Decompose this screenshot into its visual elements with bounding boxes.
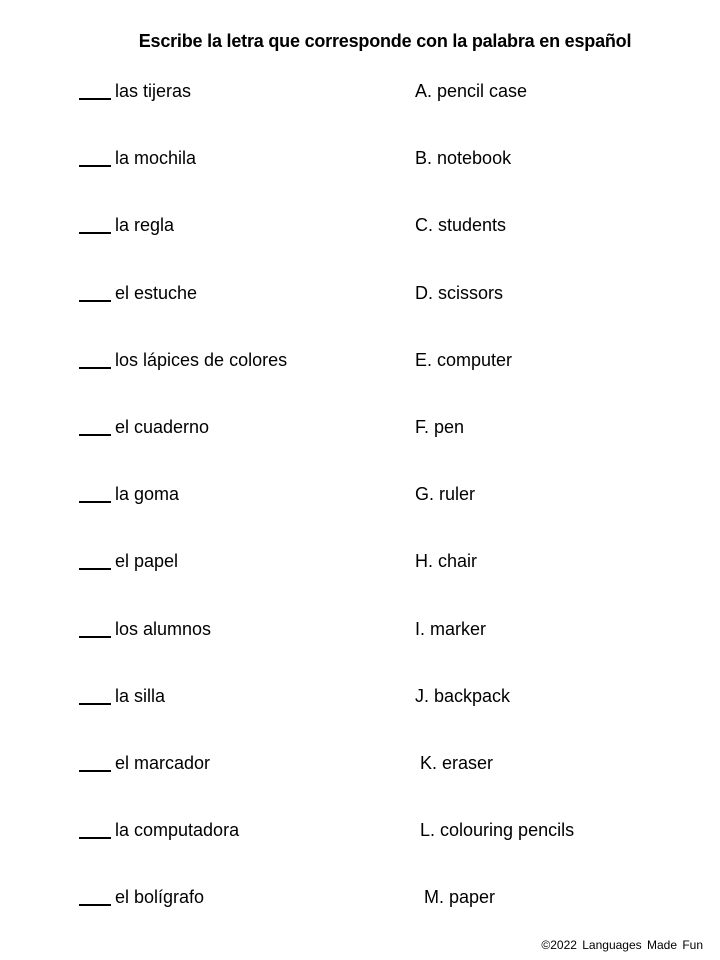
spanish-word: el cuaderno bbox=[115, 416, 210, 437]
match-row-1 bbox=[0, 80, 720, 147]
spanish-word: el marcador bbox=[115, 752, 211, 773]
answer-blank[interactable] bbox=[79, 483, 111, 503]
answer-blank[interactable] bbox=[79, 819, 111, 839]
english-option: M. paper bbox=[424, 887, 496, 908]
match-row-9 bbox=[0, 618, 720, 685]
spanish-word-item bbox=[79, 416, 209, 438]
match-row-4 bbox=[0, 282, 720, 349]
spanish-word-item bbox=[79, 80, 191, 102]
spanish-word: el papel bbox=[115, 551, 179, 572]
match-row-5 bbox=[0, 349, 720, 416]
spanish-word-item bbox=[79, 282, 197, 304]
spanish-word-item bbox=[79, 483, 179, 505]
match-row-2 bbox=[0, 147, 720, 214]
worksheet-title: Escribe la letra que corresponde con la palabra en español bbox=[138, 31, 632, 51]
english-option: J. backpack bbox=[415, 685, 511, 706]
spanish-word-item bbox=[79, 685, 165, 707]
answer-blank[interactable] bbox=[79, 685, 111, 705]
english-option: F. pen bbox=[415, 416, 465, 437]
english-option: H. chair bbox=[415, 551, 478, 572]
english-option: B. notebook bbox=[415, 148, 512, 169]
spanish-word: los alumnos bbox=[115, 618, 212, 639]
english-option: C. students bbox=[415, 215, 507, 236]
spanish-word: la mochila bbox=[115, 148, 197, 169]
english-option: I. marker bbox=[415, 618, 487, 639]
answer-blank[interactable] bbox=[79, 80, 111, 100]
spanish-word: la regla bbox=[115, 215, 175, 236]
match-row-8 bbox=[0, 550, 720, 617]
spanish-word-item bbox=[79, 618, 211, 640]
answer-blank[interactable] bbox=[79, 349, 111, 369]
match-row-6 bbox=[0, 416, 720, 483]
spanish-word-item bbox=[79, 752, 210, 774]
english-option: D. scissors bbox=[415, 282, 504, 303]
spanish-word-item bbox=[79, 214, 174, 236]
spanish-word-item bbox=[79, 349, 287, 371]
spanish-word: los lápices de colores bbox=[115, 349, 288, 370]
matching-list bbox=[0, 80, 720, 953]
match-row-10 bbox=[0, 685, 720, 752]
spanish-word: la silla bbox=[115, 685, 166, 706]
answer-blank[interactable] bbox=[79, 416, 111, 436]
answer-blank[interactable] bbox=[79, 752, 111, 772]
match-row-7 bbox=[0, 483, 720, 550]
answer-blank[interactable] bbox=[79, 886, 111, 906]
english-option: L. colouring pencils bbox=[420, 820, 575, 841]
spanish-word: la goma bbox=[115, 484, 180, 505]
english-option: G. ruler bbox=[415, 484, 476, 505]
spanish-word: el estuche bbox=[115, 282, 198, 303]
match-row-12 bbox=[0, 819, 720, 886]
copyright-footer: ©2022 Languages Made Fun bbox=[541, 938, 703, 952]
english-option: E. computer bbox=[415, 349, 513, 370]
answer-blank[interactable] bbox=[79, 618, 111, 638]
answer-blank[interactable] bbox=[79, 282, 111, 302]
spanish-word: el bolígrafo bbox=[115, 887, 205, 908]
answer-blank[interactable] bbox=[79, 214, 111, 234]
match-row-3 bbox=[0, 214, 720, 281]
answer-blank[interactable] bbox=[79, 147, 111, 167]
english-option: K. eraser bbox=[420, 752, 494, 773]
spanish-word-item bbox=[79, 550, 178, 572]
english-option: A. pencil case bbox=[415, 81, 528, 101]
answer-blank[interactable] bbox=[79, 550, 111, 570]
spanish-word: las tijeras bbox=[115, 81, 192, 101]
spanish-word-item bbox=[79, 886, 204, 908]
spanish-word-item bbox=[79, 819, 239, 841]
spanish-word: la computadora bbox=[115, 820, 240, 841]
spanish-word-item bbox=[79, 147, 196, 169]
match-row-11 bbox=[0, 752, 720, 819]
